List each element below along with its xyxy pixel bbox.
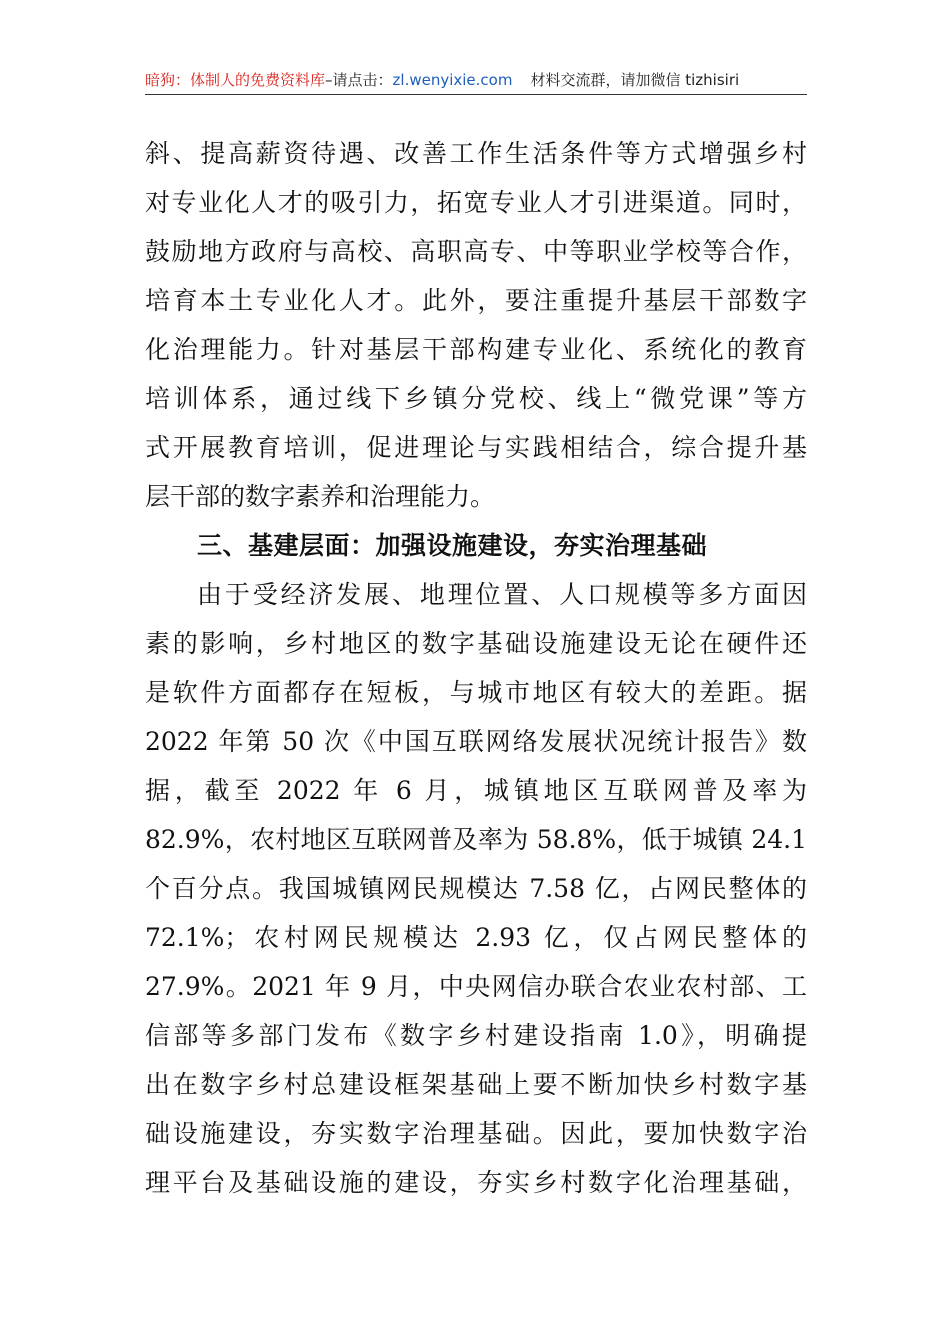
header-prompt: –请点击： <box>325 71 393 89</box>
text-line: 培训体系，通过线下乡镇分党校、线上“微党课”等方 <box>145 384 807 413</box>
document-body <box>145 129 807 1207</box>
text-line: 化治理能力。针对基层干部构建专业化、系统化的教育 <box>145 335 807 364</box>
text-line: 是软件方面都存在短板，与城市地区有较大的差距。据 <box>145 678 807 707</box>
text-line: 素的影响，乡村地区的数字基础设施建设无论在硬件还 <box>145 629 807 658</box>
text-line: 式开展教育培训，促进理论与实践相结合，综合提升基 <box>145 433 807 462</box>
text-line: 层干部的数字素养和治理能力。 <box>145 482 496 511</box>
text-line: 出在数字乡村总建设框架基础上要不断加快乡村数字基 <box>145 1070 807 1099</box>
paragraph-talent <box>145 129 807 521</box>
text-line: 础设施建设，夯实数字治理基础。因此，要加快数字治 <box>145 1119 807 1148</box>
text-line: 72.1%；农村网民规模达 2.93 亿，仅占网民整体的 <box>145 923 807 952</box>
text-line: 由于受经济发展、地理位置、人口规模等多方面因 <box>197 580 807 609</box>
header-url-link[interactable]: zl.wenyixie.com <box>392 71 513 89</box>
header-wechat-group: 材料交流群，请加微信 tizhisiri <box>530 71 740 89</box>
header-brand: 暗狗：体制人的免费资料库 <box>145 71 326 89</box>
text-line: 理平台及基础设施的建设，夯实乡村数字化治理基础， <box>145 1168 807 1197</box>
text-line: 斜、提高薪资待遇、改善工作生活条件等方式增强乡村 <box>145 139 807 168</box>
text-line: 鼓励地方政府与高校、高职高专、中等职业学校等合作， <box>145 237 807 266</box>
text-line: 2022 年第 50 次《中国互联网络发展状况统计报告》数 <box>145 727 807 756</box>
section-heading: 三、基建层面：加强设施建设，夯实治理基础 <box>197 531 708 560</box>
text-line: 对专业化人才的吸引力，拓宽专业人才引进渠道。同时， <box>145 188 807 217</box>
page-header <box>145 68 807 95</box>
paragraph-infrastructure <box>145 570 807 1207</box>
text-line: 82.9%，农村地区互联网普及率为 58.8%，低于城镇 24.1 <box>145 825 807 854</box>
text-line: 信部等多部门发布《数字乡村建设指南 1.0》，明确提 <box>145 1021 807 1050</box>
text-line: 培育本土专业化人才。此外，要注重提升基层干部数字 <box>145 286 807 315</box>
text-line: 27.9%。2021 年 9 月，中央网信办联合农业农村部、工 <box>145 972 807 1001</box>
text-line: 据，截至 2022 年 6 月，城镇地区互联网普及率为 <box>145 776 807 805</box>
text-line: 个百分点。我国城镇网民规模达 7.58 亿，占网民整体的 <box>145 874 807 903</box>
